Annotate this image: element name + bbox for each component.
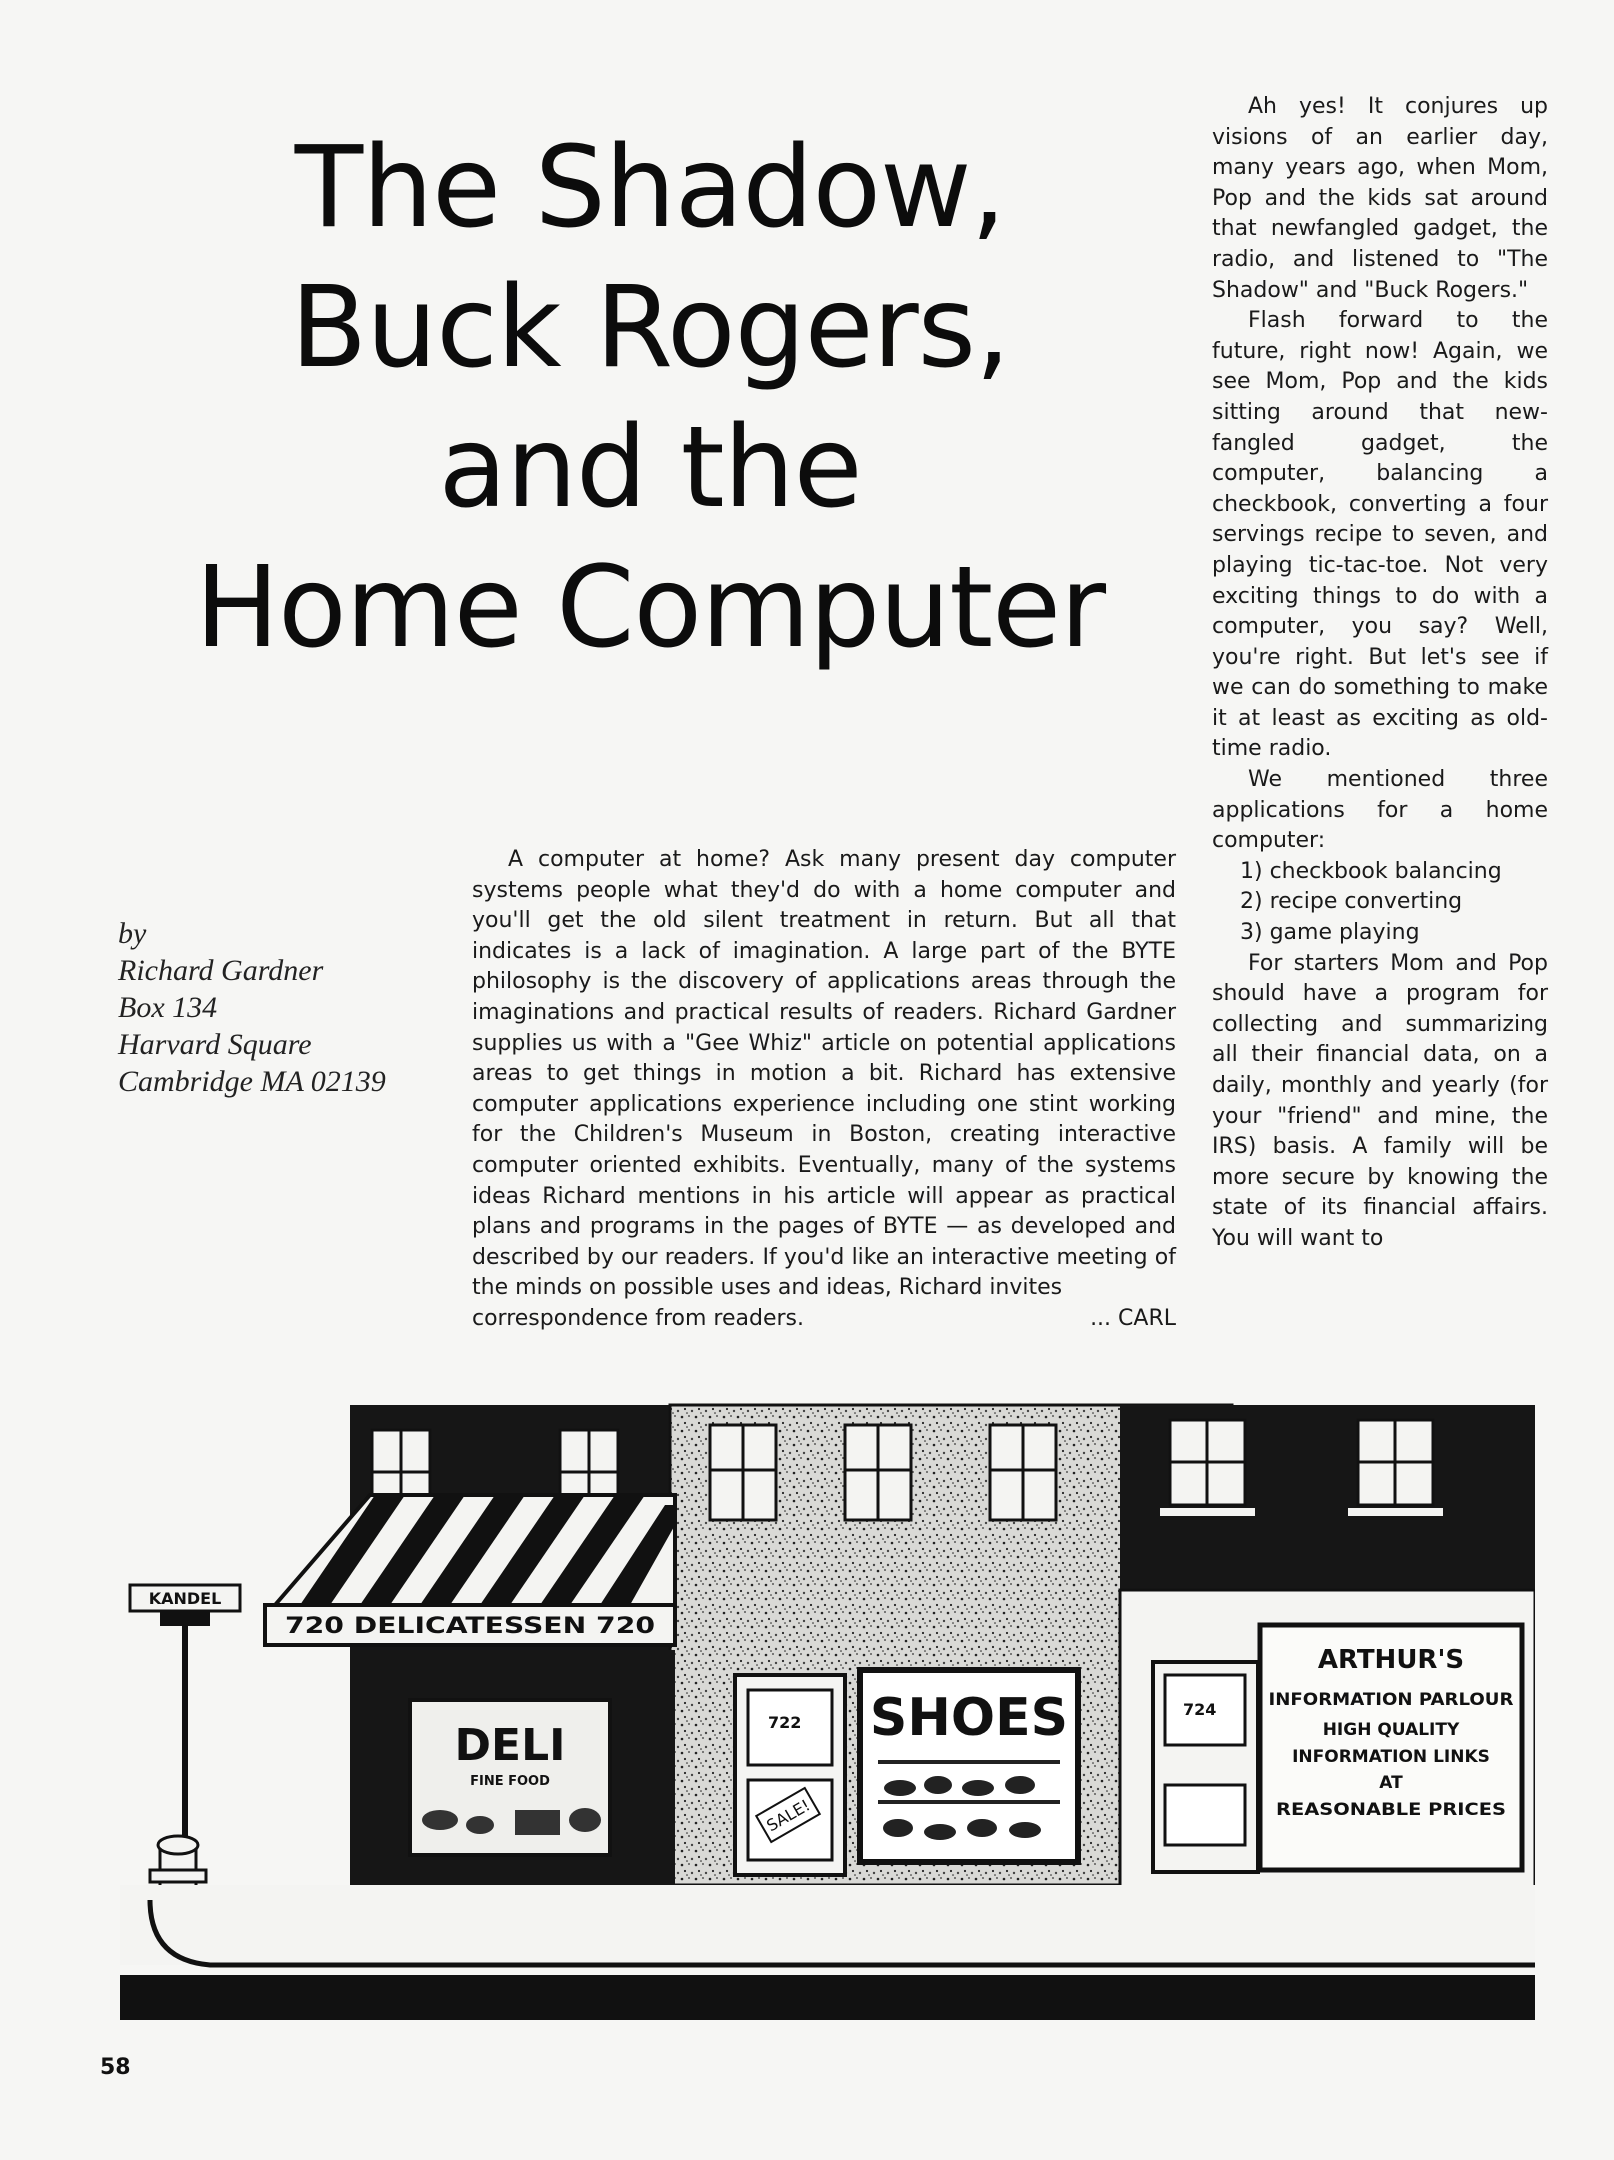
byline-box: Box 134 [118,991,218,1024]
body-column [1212,92,1548,1255]
title-line-4: Home Computer [194,543,1106,673]
arthurs-line-4: AT [1379,1773,1403,1793]
storefront-illustration [120,1400,1535,2020]
title-line-1: The Shadow, [294,123,1006,253]
street-sign-text: KANDEL [148,1589,222,1608]
street [120,1975,1535,2020]
intro-text: A computer at home? Ask many present day computer systems people what they'd do with a home computer and you'll get the old silent treatment in return. But all that indicates is a lack of imagination. A large part of the BYTE philosophy is the discovery of applications areas through the imaginations and practical results of readers. Richard Gardner supplies us with a "Gee Whiz" article on potential applications areas to get things in motion a bit. Richard has extensive computer applications experience including one stint working for the Children's Museum in Boston, creating interactive computer oriented exhibits. Eventually, many of the systems ideas Richard mentions in his article will appear as practical plans and programs in the pages of BYTE — as developed and described by our readers. If you'd like an interactive meeting of the minds on possible uses and ideas, Richard invites [472,847,1176,1301]
title-line-3: and the [438,403,862,533]
arthurs-line-2: HIGH QUALITY [1322,1720,1460,1740]
arthurs-line-1: INFORMATION PARLOUR [1268,1690,1514,1710]
byline-name: Richard Gardner [118,954,324,987]
byline-by: by [118,917,147,950]
paragraph-2: Flash forward to the future, right now! Again, we see Mom, Pop and the kids sitting around that new-fangled gadget, the computer, balancing a checkbook, converting a four servings recipe to seven, and playing tic-tac-toe. Not very exciting things to do with a computer, you say? Well, you're right. But let's see if we can do something to make it at least as exciting as old-time radio. [1212,308,1548,762]
list-item-3: 3) game playing [1240,920,1420,946]
editor-intro [472,845,1176,1335]
deli-awning [265,1495,675,1645]
list-item-2: 2) recipe converting [1240,889,1463,915]
page-number: 58 [100,2055,131,2080]
shoes-sign: SHOES [869,1688,1069,1748]
byline [118,915,448,1100]
sale-sign: SALE! [763,1795,814,1836]
door-724-number: 724 [1183,1700,1217,1719]
arthurs-title: ARTHUR'S [1317,1645,1465,1675]
article-title [120,118,1180,678]
list-item-1: 1) checkbook balancing [1240,858,1502,884]
awning-text: 720 DELICATESSEN 720 [285,1614,655,1639]
intro-last-line [472,1304,1176,1335]
paragraph-1: Ah yes! It conjures up visions of an earlier day, many years ago, when Mom, Pop and the kids sat around that newfangled gadget, the radio, and listened to "The Shadow" and "Buck Rogers." [1212,94,1548,303]
deli-subsign: FINE FOOD [470,1774,550,1789]
paragraph-3: We mentioned three applications for a home computer: [1212,767,1548,854]
intro-closing: correspondence from readers. [472,1305,804,1331]
byline-city: Cambridge MA 02139 [118,1065,386,1098]
arthurs-line-5: REASONABLE PRICES [1276,1800,1506,1820]
intro-signature: ... CARL [1090,1305,1176,1331]
deli-sign: DELI [454,1720,566,1771]
door-722-number: 722 [768,1713,802,1732]
arthurs-line-3: INFORMATION LINKS [1292,1747,1490,1767]
byline-street: Harvard Square [118,1028,312,1061]
paragraph-4: For starters Mom and Pop should have a program for collecting and summarizing all their financial data, on a daily, monthly and yearly (for your "friend" and mine, the IRS) basis. A family will be more secure by knowing the state of its financial affairs. You will want to [1212,950,1548,1251]
title-line-2: Buck Rogers, [290,263,1010,393]
